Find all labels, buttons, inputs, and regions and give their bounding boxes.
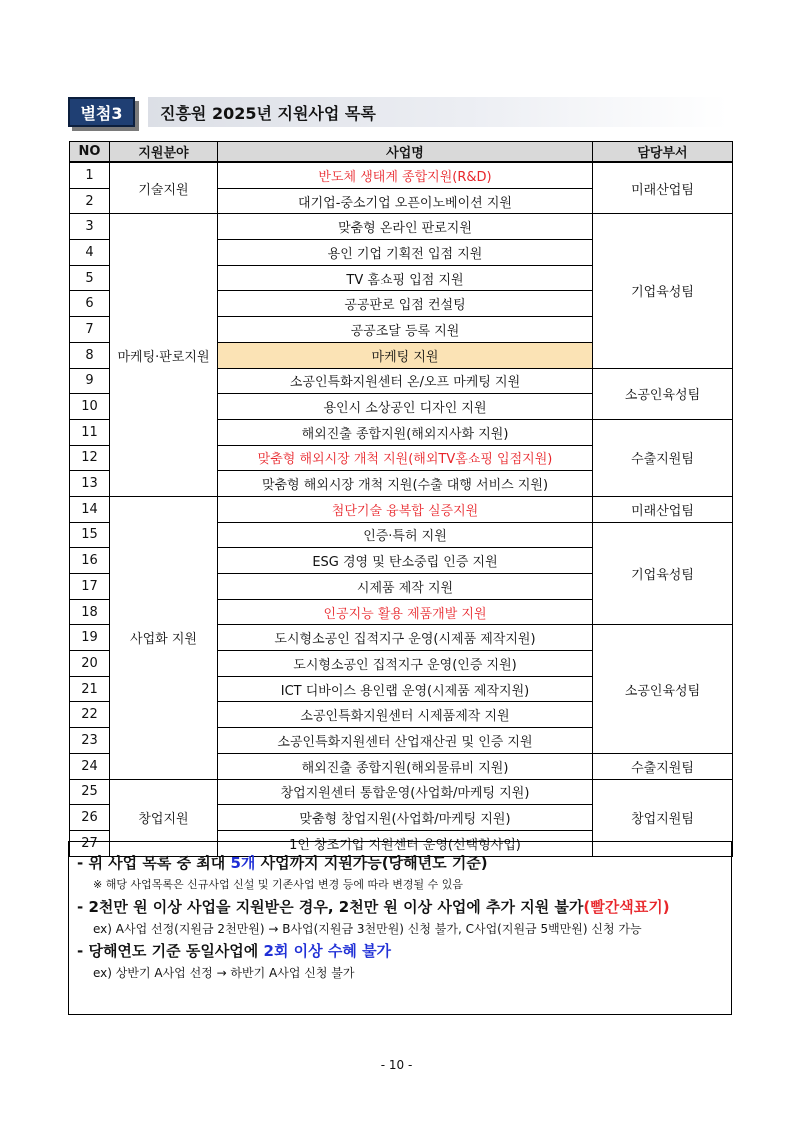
row-number: 1	[70, 162, 110, 188]
col-header-no: NO	[70, 142, 110, 163]
program-name: 소공인특화지원센터 시제품제작 지원	[218, 702, 593, 728]
program-name: 해외진출 종합지원(해외지사화 지원)	[218, 419, 593, 445]
program-name: 반도체 생태계 종합지원(R&D)	[218, 162, 593, 188]
department: 창업지원팀	[593, 779, 733, 856]
program-name: 마케팅 지원	[218, 342, 593, 368]
row-number: 14	[70, 496, 110, 522]
program-name: 용인시 소상공인 디자인 지원	[218, 394, 593, 420]
notes-box	[68, 841, 732, 1015]
row-number: 21	[70, 676, 110, 702]
row-number: 3	[70, 214, 110, 240]
note-highlight: 5개	[230, 854, 256, 872]
row-number: 5	[70, 265, 110, 291]
program-name: 공공판로 입점 컨설팅	[218, 291, 593, 317]
table-row	[70, 162, 733, 188]
row-number: 6	[70, 291, 110, 317]
support-field: 기술지원	[110, 162, 218, 214]
section-title-bar	[68, 97, 728, 127]
row-number: 4	[70, 240, 110, 266]
row-number: 17	[70, 574, 110, 600]
note-text: - 위 사업 목록 중 최대	[77, 854, 231, 872]
row-number: 20	[70, 651, 110, 677]
row-number: 27	[70, 830, 110, 856]
support-field: 마케팅·판로지원	[110, 214, 218, 497]
support-field: 창업지원	[110, 779, 218, 856]
table-row	[70, 214, 733, 240]
col-header-program: 사업명	[218, 142, 593, 163]
department: 수출지원팀	[593, 419, 733, 496]
program-name: ICT 디바이스 용인랩 운영(시제품 제작지원)	[218, 676, 593, 702]
note-highlight: 2회 이상 수혜 불가	[263, 942, 392, 960]
program-name: 소공인특화지원센터 온/오프 마케팅 지원	[218, 368, 593, 394]
program-name: 해외진출 종합지원(해외물류비 지원)	[218, 753, 593, 779]
table-header-row	[70, 142, 733, 163]
program-name: 맞춤형 창업지원(사업화/마케팅 지원)	[218, 805, 593, 831]
program-name: 도시형소공인 집적지구 운영(인증 지원)	[218, 651, 593, 677]
program-table	[69, 141, 733, 857]
department: 수출지원팀	[593, 753, 733, 779]
page-number: - 10 -	[380, 1058, 413, 1072]
department: 소공인육성팀	[593, 625, 733, 753]
row-number: 9	[70, 368, 110, 394]
department: 미래산업팀	[593, 496, 733, 522]
note-example-1: ex) A사업 선정(지원금 2천만원) → B사업(지원금 3천만원) 신청 불가, C사업(지원금 5백만원) 신청 가능	[93, 922, 642, 936]
department: 미래산업팀	[593, 162, 733, 214]
table-row	[70, 496, 733, 522]
note-funding-limit	[77, 896, 731, 918]
department: 기업육성팀	[593, 522, 733, 625]
page-title: 진흥원 2025년 지원사업 목록	[148, 97, 728, 127]
program-name: 시제품 제작 지원	[218, 574, 593, 600]
note-highlight: (빨간색표기)	[583, 898, 670, 916]
support-field: 사업화 지원	[110, 496, 218, 779]
col-header-field: 지원분야	[110, 142, 218, 163]
note-text: - 당해연도 기준 동일사업에	[77, 942, 264, 960]
program-name: ESG 경영 및 탄소중립 인증 지원	[218, 548, 593, 574]
col-header-dept: 담당부서	[593, 142, 733, 163]
program-name: 도시형소공인 집적지구 운영(시제품 제작지원)	[218, 625, 593, 651]
row-number: 8	[70, 342, 110, 368]
row-number: 11	[70, 419, 110, 445]
row-number: 2	[70, 188, 110, 214]
program-name: 용인 기업 기획전 입점 지원	[218, 240, 593, 266]
row-number: 23	[70, 728, 110, 754]
note-duplicate-limit	[77, 940, 731, 962]
row-number: 25	[70, 779, 110, 805]
program-name: 인공지능 활용 제품개발 지원	[218, 599, 593, 625]
row-number: 10	[70, 394, 110, 420]
row-number: 22	[70, 702, 110, 728]
row-number: 15	[70, 522, 110, 548]
program-name: TV 홈쇼핑 입점 지원	[218, 265, 593, 291]
table-body	[70, 162, 733, 856]
program-name: 맞춤형 해외시장 개척 지원(수출 대행 서비스 지원)	[218, 471, 593, 497]
program-name: 인증·특허 지원	[218, 522, 593, 548]
row-number: 13	[70, 471, 110, 497]
row-number: 16	[70, 548, 110, 574]
program-name: 맞춤형 해외시장 개척 지원(해외TV홈쇼핑 입점지원)	[218, 445, 593, 471]
department: 기업육성팀	[593, 214, 733, 368]
program-name: 소공인특화지원센터 산업재산권 및 인증 지원	[218, 728, 593, 754]
program-name: 맞춤형 온라인 판로지원	[218, 214, 593, 240]
department: 소공인육성팀	[593, 368, 733, 419]
note-text: - 2천만 원 이상 사업을 지원받은 경우, 2천만 원 이상 사업에 추가 지원 불가	[77, 898, 584, 916]
program-name: 공공조달 등록 지원	[218, 317, 593, 343]
row-number: 18	[70, 599, 110, 625]
table-row	[70, 779, 733, 805]
row-number: 19	[70, 625, 110, 651]
program-name: 대기업-중소기업 오픈이노베이션 지원	[218, 188, 593, 214]
note-max-programs	[77, 852, 731, 874]
program-name: 창업지원센터 통합운영(사업화/마케팅 지원)	[218, 779, 593, 805]
program-name: 첨단기술 융복합 실증지원	[218, 496, 593, 522]
row-number: 26	[70, 805, 110, 831]
note-change-notice: ※ 해당 사업목록은 신규사업 신설 및 기존사업 변경 등에 따라 변경될 수 있음	[93, 878, 463, 891]
note-text: 사업까지 지원가능(당해년도 기준)	[255, 854, 488, 872]
row-number: 24	[70, 753, 110, 779]
program-name: 1인 창조기업 지원센터 운영(선택형사업)	[218, 830, 593, 856]
row-number: 7	[70, 317, 110, 343]
row-number: 12	[70, 445, 110, 471]
appendix-badge: 별첨3	[68, 97, 135, 127]
note-example-2: ex) 상반기 A사업 선정 → 하반기 A사업 신청 불가	[93, 966, 355, 980]
